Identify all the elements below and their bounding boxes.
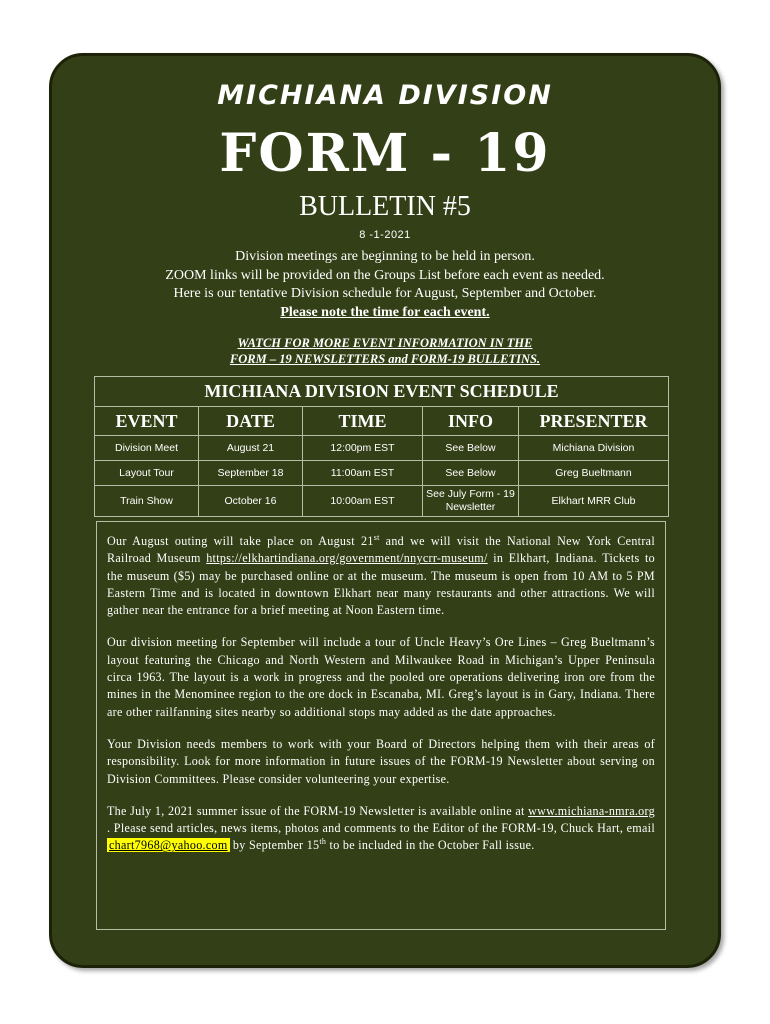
paragraph-september: Our division meeting for September will include a tour of Uncle Heavy’s Ore Lines – Greg Bueltmann’s layout featuring the Chicago and North Western and Milwaukee Road in Michigan’s Upper Peninsula circa 1963. The layout is a work in progress and the pooled ore operations delivering iron ore from the mines in the Menominee region to the ore dock in Escanaba, MI. Greg’s layout is in Gary, Indiana. There are other railfanning sites nearby so additional stops may added as the date approaches.	[107, 635, 655, 719]
form-title: FORM - 19	[219, 123, 551, 184]
cell-date: September 18	[199, 461, 303, 486]
header-date: DATE	[199, 407, 303, 436]
table-row	[95, 436, 669, 461]
watch-notice	[0, 335, 770, 367]
cell-presenter: Elkhart MRR Club	[519, 486, 669, 517]
cell-event: Train Show	[95, 486, 199, 517]
bulletin-date: 8 -1-2021	[359, 229, 411, 241]
cell-info: See Below	[423, 461, 519, 486]
intro-line-1: Division meetings are beginning to be held in person.	[235, 249, 535, 264]
p1-text-c: in Elkhart, Indiana. Tickets to the museum ($5) may be purchased online or at the museum. The museum is open from 10 AM to 5 PM Eastern Time and is located in downtown Elkhart near many restaurants and other attractions. We will gather near the entrance for a brief meeting at Noon Eastern time.	[107, 551, 656, 618]
p4-text-c: by September 15	[229, 838, 320, 853]
cell-info: See Below	[423, 436, 519, 461]
p1-sup: st	[373, 532, 380, 542]
cell-presenter: Michiana Division	[519, 436, 669, 461]
p1-text-b: and we will visit the National New York Central Railroad Museum	[107, 534, 655, 566]
cell-date: October 16	[199, 486, 303, 517]
header-event: EVENT	[95, 407, 199, 436]
table-row	[95, 486, 669, 517]
schedule-title: MICHIANA DIVISION EVENT SCHEDULE	[95, 377, 669, 407]
intro-text	[0, 248, 770, 322]
bulletin-number: BULLETIN #5	[299, 191, 471, 222]
cell-date: August 21	[199, 436, 303, 461]
event-schedule-table	[94, 376, 669, 517]
intro-line-2: ZOOM links will be provided on the Groups List before each event as needed.	[165, 267, 605, 283]
museum-link[interactable]: https://elkhartindiana.org/government/nnycrr-museum/	[206, 551, 488, 566]
watch-line-1: WATCH FOR MORE EVENT INFORMATION IN THE	[237, 336, 533, 350]
p4-text-b: . Please send articles, news items, photos and comments to the Editor of the FORM-19, Chuck Hart, email	[107, 821, 655, 836]
watch-line-2: FORM – 19 NEWSLETTERS and FORM-19 BULLETINS.	[229, 352, 541, 366]
intro-note: Please note the time for each event.	[280, 304, 490, 320]
cell-event: Division Meet	[95, 436, 199, 461]
website-link[interactable]: www.michiana-nmra.org	[528, 803, 655, 818]
cell-time: 12:00pm EST	[303, 436, 423, 461]
schedule-header-row	[95, 407, 669, 436]
header-presenter: PRESENTER	[519, 407, 669, 436]
header-info: INFO	[423, 407, 519, 436]
p1-text-a: Our August outing will take place on August 21	[107, 534, 374, 548]
cell-event: Layout Tour	[95, 461, 199, 486]
body-text-box	[96, 521, 666, 930]
table-row	[95, 461, 669, 486]
cell-time: 11:00am EST	[303, 461, 423, 486]
paragraph-newsletter	[107, 803, 655, 855]
paragraph-volunteer: Your Division needs members to work with your Board of Directors helping them with their areas of responsibility. Look for more information in future issues of the FORM-19 Newsletter about serving on Division Committees. Please consider volunteering your expertise.	[107, 736, 655, 786]
header-time: TIME	[303, 407, 423, 436]
cell-info: See July Form - 19 Newsletter	[423, 486, 519, 517]
p4-text-a: The July 1, 2021 summer issue of the FORM-19 Newsletter is available online at	[107, 803, 529, 818]
cell-time: 10:00am EST	[303, 486, 423, 517]
intro-line-3: Here is our tentative Division schedule for August, September and October.	[173, 286, 597, 301]
division-title: MICHIANA DIVISION	[217, 80, 553, 111]
email-link[interactable]: chart7968@yahoo.com	[109, 838, 228, 853]
paragraph-august	[107, 533, 655, 619]
p4-text-d: to be included in the October Fall issue.	[326, 838, 535, 853]
cell-presenter: Greg Bueltmann	[519, 461, 669, 486]
p4-sup: th	[319, 837, 327, 847]
